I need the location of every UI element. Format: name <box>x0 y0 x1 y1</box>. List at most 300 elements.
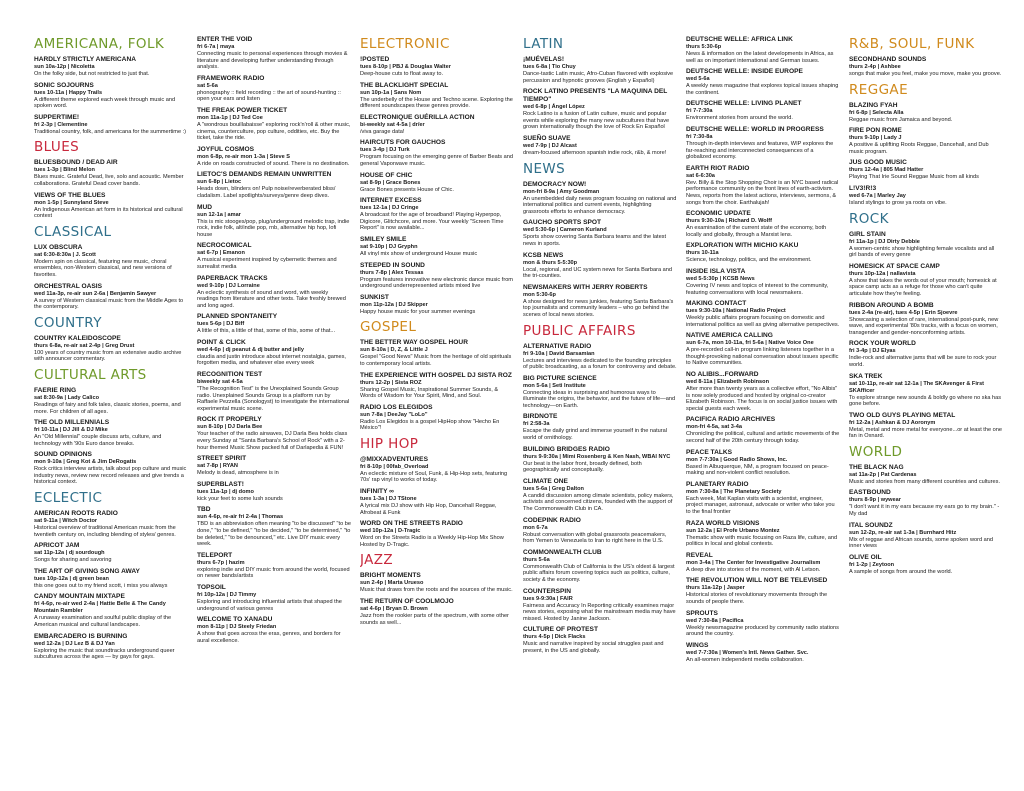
show-desc: This is mic stooges/pop, plug/underground melodic trap, indie rock, indie folk, alt/indie pop, rnb, alternative hip hop, lofi house <box>197 218 350 238</box>
show-title: EMBARCADERO IS BURNING <box>34 632 128 640</box>
show-time: wed 5-5:30p | KCSB News <box>686 275 755 282</box>
show-desc: Environment stories from around the world. <box>686 115 793 122</box>
genre-section <box>360 552 514 626</box>
show-title: RECOGNITION TEST <box>197 371 263 379</box>
show-entry <box>849 302 1003 337</box>
show-time: fri 4-6p, re-air wed 2-4a | Hattie Belle & The Candy Mountain Rambler <box>34 601 166 615</box>
show-time: mon 1-5p | Sunnyland Steve <box>34 199 109 206</box>
show-time: tues 3-4p | DJ Turk <box>360 147 410 154</box>
show-desc: phonography :: field recording :: the art of sound-hunting :: open your ears and listen <box>197 89 341 103</box>
show-desc: kick your feet to some lush sounds <box>197 495 283 502</box>
show-desc: "The Recognition Test" is the Unexplained Sounds Group radio. Unexplained Sounds Group is a platform run by Raffaele Pezzella (Sonologyst) to investigate the international experimental music scene. <box>197 386 350 412</box>
show-desc: Connecting music to personal experiences through movies & literature and developing further understanding through analysis. <box>197 51 348 71</box>
show-time: sat 6-7p | Emanon <box>197 250 245 257</box>
genre-heading: GOSPEL <box>360 319 417 336</box>
genre-section <box>360 319 514 432</box>
show-title: JOYFUL COSMOS <box>197 145 255 153</box>
show-entry <box>197 584 351 612</box>
genre-heading: R&B, SOUL, FUNK <box>849 36 975 52</box>
show-time: thurs 2-4p | Ashbee <box>849 64 901 70</box>
show-desc: TBD is an abbreviation often meaning "to be discussed" "to be done," "to be defined," "to be decided," "to be determined," "to be deleted," "to be denounced," etc. Live DIY music every week. <box>197 521 351 548</box>
show-title: MUD <box>197 203 213 211</box>
show-entry <box>360 598 514 626</box>
show-desc: Traditional country, folk, and americana for the summertime :) <box>34 128 187 135</box>
show-time: wed 7-7:30a | Women's Intl. News Gather. Svc. <box>686 649 809 656</box>
show-time: fri 2-3p | Clementine <box>34 121 88 128</box>
show-time: thurs 12-2p | Sista ROZ <box>360 379 422 386</box>
show-desc: All vinyl mix show of underground House music <box>360 250 478 257</box>
show-desc: A lyrical mix DJ show with Hip Hop, Dancehall Reggae, Afrobeat & Funk <box>360 503 497 516</box>
show-time: tues 10p-12a | dj green bean <box>34 575 109 582</box>
show-entry <box>360 339 514 367</box>
show-entry <box>849 489 1003 517</box>
show-title: TOPSOIL <box>197 583 226 591</box>
show-entry <box>34 244 188 279</box>
show-title: ELECTRONIQUE GUÉRILLA ACTION <box>360 113 475 121</box>
show-time: sun 2-4p | Marta Urueso <box>360 580 424 587</box>
show-entry <box>34 593 188 628</box>
show-time: sat 9-10p | DJ Gryphn <box>360 243 418 250</box>
show-entry <box>686 100 840 122</box>
genre-section <box>34 139 188 219</box>
show-time: tues 1-3a | DJ TStone <box>360 496 417 503</box>
show-title: HARDLY STRICTLY AMERICANA <box>34 56 136 63</box>
show-desc: After more than twenty years as a collective effort, "No Alibis" is now solely produced and hosted by original co-creator Elizabeth Robinson. The focus is on social justice issues with special guests each week. <box>686 386 838 412</box>
show-title: REVEAL <box>686 551 713 559</box>
show-entry <box>360 372 514 400</box>
show-desc: Our beat is the labor front, broadly defined, both geographically and conceptually. <box>523 460 642 474</box>
show-desc: On the folky side, but not restricted to just that. <box>34 71 150 77</box>
show-title: AMERICAN ROOTS RADIO <box>34 510 118 518</box>
show-entry <box>523 626 677 654</box>
show-time: mon 3-4a | The Center for Investigative Journalism <box>686 559 821 566</box>
show-title: RADIO LOS ELEGIDOS <box>360 403 433 411</box>
genre-heading: ECLECTIC <box>34 490 103 507</box>
show-entry <box>34 56 188 78</box>
show-time: mon 11p-12a | DJ Skipper <box>360 301 428 308</box>
show-title: LIETOC'S DEMANDS REMAIN UNWRITTEN <box>197 171 332 179</box>
show-title: INTERNET EXCESS <box>360 197 422 205</box>
show-desc: Heads down, blinders on! Pulp noise/reverberated bliss/ cladalism. Label spotlights/surveys/genre deep dives. <box>197 186 336 199</box>
show-entry <box>197 107 351 142</box>
show-entry <box>849 464 1003 486</box>
show-time: fri 10-11a | DJ Jill & DJ Mike <box>34 427 108 434</box>
show-entry <box>197 455 351 477</box>
show-desc: A weekly news magazine that explores topical issues shaping the continent. <box>686 83 839 96</box>
show-time: tues 5-6a | Greg Dalton <box>523 485 584 492</box>
show-desc: Rock Latino is a fusion of Latin culture, music and popular events while exploring the many new subcultures that have grown internationally though the love of Rock En Español <box>523 111 670 131</box>
show-entry <box>849 56 1003 78</box>
show-entry <box>686 36 840 64</box>
show-time: fri 8-10p | 00fab_Overload <box>360 463 429 470</box>
show-entry <box>34 419 188 447</box>
show-entry <box>197 171 351 199</box>
genre-heading: LATIN <box>523 36 564 52</box>
show-title: SUPPERTIME! <box>34 113 80 121</box>
show-entry <box>197 204 351 239</box>
genre-section <box>523 36 677 157</box>
show-desc: Deep-house cuts to float away to. <box>360 71 444 77</box>
show-desc: Each week, Mat Kaplan visits with a scientist, engineer, project manager, astronaut, advocate or writer who take you to the final frontier <box>686 495 835 515</box>
show-entry <box>849 263 1003 298</box>
show-title: NECROCOMICAL <box>197 242 252 250</box>
show-entry <box>197 313 351 335</box>
genre-heading: ELECTRONIC <box>360 36 450 52</box>
show-title: PLANETARY RADIO <box>686 480 749 488</box>
show-time: tues 1-3p | Blind Melon <box>34 167 95 174</box>
genre-heading: AMERICANA, FOLK <box>34 36 165 52</box>
show-title: HOMESICK AT SPACE CAMP <box>849 262 940 270</box>
show-time: thurs 9:30-10a | Richard D. Wolff <box>686 218 773 225</box>
show-entry <box>686 68 840 96</box>
genre-section <box>523 161 677 319</box>
show-entry <box>34 114 188 136</box>
show-title: CODEPINK RADIO <box>523 516 581 524</box>
show-title: GIRL STAIN <box>849 230 886 238</box>
show-entry <box>686 610 840 638</box>
genre-heading: CULTURAL ARTS <box>34 366 147 383</box>
show-entry <box>34 82 188 110</box>
genre-heading: HIP HOP <box>360 435 419 452</box>
show-entry <box>523 517 677 545</box>
show-time: sun 10a-12p | Nicoletta <box>34 64 95 70</box>
show-desc: Metal, metal and more metal for everyone...or at least the one fan in Oxnard. <box>849 426 1002 440</box>
show-time: sun 10p-1a | Sans Nom <box>360 89 422 96</box>
show-time: mon 6-7a <box>523 524 548 531</box>
show-title: INSIDE ISLA VISTA <box>686 267 746 275</box>
show-desc: Weekly newsmagazine produced by community radio stations around the country. <box>686 624 839 638</box>
show-desc: Sharing Gospel Music, Inspirational Summer Sounds, & Words of Wisdom for Your Spirit, Mind, and Soul. <box>360 386 499 400</box>
show-entry <box>34 283 188 311</box>
show-title: BLAZING FYAH <box>849 101 898 109</box>
show-time: sun 8-10a | D, Z, & Little J <box>360 347 428 354</box>
show-time: sat 8:30-9a | Lady Calico <box>34 394 99 401</box>
show-title: NATIVE AMERICA CALLING <box>686 332 773 340</box>
show-title: DEUTSCHE WELLE: LIVING PLANET <box>686 100 802 108</box>
show-desc: Rev. Billy & the Stop Shopping Choir is an NYC based radical performance community on the front lines of earth-activism. News, reports from the latest actions, interviews, sermons, & songs from the choir. Earthalujah! <box>686 179 839 206</box>
show-title: THE BLACK NAG <box>849 463 904 471</box>
show-time: tues 12-1a | DJ Cringe <box>360 205 419 212</box>
show-entry <box>686 642 840 664</box>
show-title: ¡MUÉVELAS! <box>523 56 565 63</box>
show-title: TELEPORT <box>197 551 233 559</box>
show-title: SECONDHAND SOUNDS <box>849 56 927 63</box>
show-time: fri 10p-12a | DJ Timmy <box>197 591 257 598</box>
show-title: ROCK IT PROPERLY <box>197 416 262 424</box>
show-time: wed 11a-3p, re-air sun 2-6a | Benjamin Sawyer <box>34 290 157 297</box>
show-entry <box>523 284 677 319</box>
show-title: LUX OBSCURA <box>34 243 83 251</box>
show-desc: A ride on roads constructed of sound. There is no destination. <box>197 160 350 167</box>
show-desc: A deep dive into stories of the moment, with Al Letson. <box>686 566 821 573</box>
show-desc: Robust conversation with global grassroots peacemakers, from Yemen to Venezuela to Iran to right here in the U.S. <box>523 531 667 545</box>
show-entry <box>523 446 677 474</box>
show-entry <box>686 268 840 296</box>
show-title: TWO OLD GUYS PLAYING METAL <box>849 411 956 419</box>
show-time: sat 11a-2p | Pat Cardenas <box>849 471 917 478</box>
show-entry <box>34 192 188 220</box>
show-time: fri 6-8p | Selecta Alla <box>849 109 904 116</box>
show-title: CLIMATE ONE <box>523 477 568 485</box>
show-time: sat 5-6a <box>197 82 218 89</box>
show-entry <box>523 219 677 247</box>
show-title: MAKING CONTACT <box>686 300 747 308</box>
show-title: FAERIE RING <box>34 386 77 394</box>
show-desc: Grace Bones presents House of Chic. <box>360 186 454 193</box>
show-desc: Dance-tastic Latin music, Afro-Cuban flavored with explosive percussion and hypnotic grooves (English y Español) <box>523 71 674 84</box>
show-desc: Escape the daily grind and immerse yourself in the natural world of ornithology. <box>523 428 667 442</box>
show-time: fri 12-2a | Ashkan & DJ Aoronym <box>849 419 936 426</box>
show-title: DEMOCRACY NOW! <box>523 180 587 188</box>
show-desc: Happy house music for your summer evenings <box>360 308 476 315</box>
show-desc: Modern spin on classical, featuring new music, choral ensembles, non-Western classical, and new versions of favorites. <box>34 258 172 278</box>
show-entry <box>197 506 351 547</box>
show-title: ROCK LATINO PRESENTS "LA MAQUINA DEL TIEMPO" <box>523 88 668 104</box>
show-time: fri 7-7:30a <box>686 108 713 115</box>
show-time: fri 1-2p | Zeytoon <box>849 561 895 568</box>
show-title: GAUCHO SPORTS SPOT <box>523 219 602 227</box>
genre-section <box>197 36 351 644</box>
show-entry <box>523 181 677 216</box>
show-time: fri 9-10a | David Barsamian <box>523 350 595 357</box>
show-time: mon-fri 8-9a | Amy Goodman <box>523 188 600 195</box>
show-desc: Radio Los Elegidos is a gospel HipHop show "Hecho En México"! <box>360 418 500 432</box>
show-desc: A candid discussion among climate scientists, policy makers, activists and concerned citizens, founded with the support of The Commonwealth Club in CA. <box>523 492 674 513</box>
show-title: HOUSE OF CHIC <box>360 171 413 179</box>
show-desc: Showcasing a selection of rare, international post-punk, new wave, and experimental '80s tracks, with a focus on women, transgender and gender-nonconforming artists. <box>849 316 999 336</box>
show-desc: An "Old Millennial" couple discuss arts, culture, and technology with '90s Euro dance breaks. <box>34 434 162 447</box>
show-desc: Weekly public affairs program focusing on domestic and international politics as well as giving alternative perspectives. <box>686 315 840 328</box>
genre-section <box>849 82 1003 207</box>
show-time: sat 9-11a | Witch Doctor <box>34 518 98 525</box>
show-desc: Jazz from the rookier parts of the spectrum, with some other sounds as well... <box>360 613 509 626</box>
show-title: EARTH RIOT RADIO <box>686 164 750 172</box>
show-time: sun 12-2p, re-air sat 1-3a | Burnhard Hitz <box>849 529 957 536</box>
show-entry <box>686 449 840 477</box>
show-entry <box>686 126 840 161</box>
show-entry <box>849 554 1003 576</box>
show-time: fri 7:30-8a <box>686 133 713 140</box>
schedule-column <box>849 36 1003 791</box>
show-entry <box>197 36 351 71</box>
show-entry <box>360 114 514 136</box>
show-entry <box>360 172 514 194</box>
show-time: mon 6-8p, re-air mon 1-3a | Steve S <box>197 153 290 160</box>
show-time: wed 8-11a | Elizabeth Robinson <box>686 379 770 386</box>
show-title: POINT & CLICK <box>197 338 246 346</box>
show-entry <box>523 549 677 584</box>
show-title: JUS GOOD MUSIC <box>849 159 907 167</box>
show-entry <box>34 510 188 538</box>
show-title: KCSB NEWS <box>523 251 564 259</box>
show-entry <box>849 185 1003 207</box>
show-desc: /viva garage data! <box>360 128 405 135</box>
show-entry <box>523 343 677 371</box>
show-entry <box>34 633 188 661</box>
show-desc: Gospel "Good News" Music from the heritage of old spirituals to contemporary local artists. <box>360 354 512 367</box>
show-desc: Melody is dead, atmosphere is in <box>197 470 279 477</box>
show-desc: Local, regional, and UC system news for Santa Barbara and the tri-counties. <box>523 266 672 280</box>
show-time: fri 2:58-3a <box>523 421 550 428</box>
show-title: WELCOME TO XANADU <box>197 616 273 624</box>
genre-section <box>34 367 188 486</box>
show-entry <box>849 231 1003 259</box>
show-title: THE RETURN OF COOLMOJO <box>360 598 454 606</box>
show-desc: A show that goes across the eras, genres, and borders for aural excellence. <box>197 631 341 644</box>
show-title: COMMONWEALTH CLUB <box>523 548 602 556</box>
show-time: wed 7:30-8a | Pacifica <box>686 617 744 624</box>
show-desc: An examination of the current state of the economy, both locally and globally, through a Marxist lens. <box>686 225 827 238</box>
genre-heading: NEWS <box>523 160 566 177</box>
show-title: ITAL SOUNDZ <box>849 521 893 529</box>
show-entry <box>849 340 1003 368</box>
show-entry <box>686 210 840 238</box>
show-time: sun 8-10p | DJ Darla Bee <box>197 424 263 431</box>
show-entry <box>360 520 514 548</box>
show-time: sat 4-6p | Bryan D. Brown <box>360 606 428 613</box>
show-time: fri 3-4p | DJ Elyas <box>849 348 896 355</box>
show-title: !POSTED <box>360 56 390 63</box>
show-time: mon 5-6a | Seti Institute <box>523 382 586 389</box>
show-entry <box>686 481 840 516</box>
show-time: wed 6-7a | Marley Jay <box>849 192 906 199</box>
show-title: BUILDING BRIDGES RADIO <box>523 445 610 453</box>
show-title: THE OLD MILLENNIALS <box>34 419 110 427</box>
show-title: THE EXPERIENCE WITH GOSPEL DJ SISTA ROZ <box>360 371 512 379</box>
show-desc: Reggae music from Jamaica and beyond. <box>849 116 953 123</box>
show-time: tues 2-4a (re-air), tues 4-5p | Erin Sjoevre <box>849 309 958 316</box>
show-title: SUPERBLAST! <box>197 480 244 488</box>
show-entry <box>360 572 514 594</box>
show-time: tues 5-6p | DJ Biff <box>197 321 245 328</box>
show-desc: A show that takes the words out of your mouth; homesick at space camp acts as a refuge for those who can't quite articulate how they're feeling. <box>849 277 997 297</box>
show-title: BRIGHT MOMENTS <box>360 572 421 580</box>
show-title: SUNKIST <box>360 293 389 301</box>
show-entry <box>849 412 1003 440</box>
show-title: ORCHESTRAL OASIS <box>34 282 103 290</box>
show-desc: Blues music. Grateful Dead, live, solo and acoustic. Member collaborations. Grateful Dead cover bands. <box>34 174 184 187</box>
show-desc: Island stylings to grow ya roots on vibe. <box>849 199 947 206</box>
show-entry <box>360 197 514 232</box>
show-title: SMILEY SMILE <box>360 235 407 243</box>
show-entry <box>197 146 351 168</box>
show-title: SUEÑO SUAVE <box>523 134 571 142</box>
show-time: mon 7-7:30a | Good Radio Shows, Inc. <box>686 456 788 463</box>
show-title: FIRE PON ROME <box>849 127 902 135</box>
show-title: NO ALIBIS...FORWARD <box>686 371 759 379</box>
show-title: STREET SPIRIT <box>197 455 247 463</box>
show-time: mon-fri 4-5a, sat 3-4a <box>686 424 742 431</box>
show-desc: Songs for sharing and savoring <box>34 557 112 564</box>
genre-section <box>849 211 1003 440</box>
show-time: sun 12-2a | El Profe Urbano Montez <box>686 527 780 534</box>
show-entry <box>197 339 351 367</box>
show-desc: Covering IV news and topics of interest to the community, featuring conversations with local newsmakers. <box>686 282 829 296</box>
show-title: APRICOT JAM <box>34 542 80 550</box>
show-title: COUNTERSPIN <box>523 587 571 595</box>
show-desc: An eclectic mixture of Soul, Funk, & Hip-Hop sets, featuring 70s' rap vinyl to works of today. <box>360 470 508 484</box>
show-entry <box>197 416 351 451</box>
show-entry <box>523 478 677 513</box>
show-time: mon 5:30-6p <box>523 291 556 298</box>
show-title: DEUTSCHE WELLE: WORLD IN PROGRESS <box>686 125 824 133</box>
show-desc: An all-women independent media collaboration. <box>686 656 804 663</box>
show-desc: this one goes out to my friend scott, i miss you always <box>34 582 168 589</box>
schedule-column <box>686 36 840 791</box>
show-entry <box>197 616 351 644</box>
show-time: thurs 9-10p | Lady J <box>849 135 902 142</box>
show-entry <box>34 159 188 187</box>
show-time: fri 11a-1p | DJ Dirty Debbie <box>849 238 920 245</box>
show-desc: Program focusing on the emerging genre of Barber Beats and general Vaporwave music. <box>360 154 513 167</box>
show-desc: Connecting ideas in surprising and humorous ways to illuminate the origins, the behavior, and the future of life—and technology—on Earth. <box>523 389 676 409</box>
show-time: sun 12-1a | amar <box>197 211 241 218</box>
show-entry <box>523 413 677 441</box>
show-time: tues 10-11a | Happy Trails <box>34 89 103 96</box>
show-time: wed 10p-12a | D-Tragic <box>360 528 421 535</box>
genre-heading: JAZZ <box>360 552 394 569</box>
genre-section <box>360 36 514 315</box>
show-desc: The underbelly of the House and Techno scene. Exploring the different soundscapes these genres provide. <box>360 96 513 110</box>
show-title: PLANNED SPONTANEITY <box>197 313 278 321</box>
show-entry <box>849 522 1003 550</box>
show-title: @MIXXADVENTURES <box>360 455 428 463</box>
show-title: PACIFICA RADIO ARCHIVES <box>686 416 776 424</box>
show-entry <box>686 520 840 548</box>
show-entry <box>523 588 677 623</box>
show-time: mon 8-11p | DJ Steely Friedan <box>197 624 277 631</box>
show-title: NEWSMAKERS WITH JERRY ROBERTS <box>523 283 648 291</box>
show-entry <box>197 552 351 580</box>
genre-section <box>34 315 188 363</box>
show-desc: A runaway examination and soulful public display of the American musical and cultural landscapes. <box>34 615 172 629</box>
show-entry <box>197 75 351 103</box>
schedule-column <box>360 36 514 791</box>
show-time: wed 9-10p | DJ Lorraine <box>197 282 260 289</box>
genre-section <box>34 224 188 311</box>
show-time: wed 4-6p | dj peanut & dj butter and jelly <box>197 346 304 353</box>
show-time: sun 6-8p | Lietoc <box>197 179 242 186</box>
show-title: THE ART OF GIVING SONG AWAY <box>34 567 140 575</box>
show-entry <box>523 135 677 157</box>
show-time: tues 6-8a | Tio Chuy <box>523 64 576 70</box>
show-title: SKA TREK <box>849 372 883 380</box>
show-title: PEACE TALKS <box>686 448 733 456</box>
show-title: WINGS <box>686 641 709 649</box>
show-time: sat 11p-12a | dj sourdough <box>34 550 105 557</box>
show-time: wed 6-8p | Ángel López <box>523 104 585 111</box>
show-desc: A musical experiment inspired by cybernetic themes and surrealist media <box>197 257 337 270</box>
genre-heading: REGGAE <box>849 81 908 98</box>
show-desc: Through in-depth interviews and features, WIP explores the far-reaching and interconnected consequences of a globalized economy. <box>686 140 834 161</box>
show-entry <box>360 139 514 167</box>
show-time: tues 8-10p | PBJ & Douglas Walter <box>360 64 451 70</box>
show-time: tues 9:30-10a | National Radio Project <box>686 308 786 315</box>
show-time: tues 11a-1p | dj domo <box>197 488 254 495</box>
show-title: WORD ON THE STREETS RADIO <box>360 520 463 528</box>
show-desc: Fairness and Accuracy In Reporting critically examines major news stories, exposing what the mainstream media may have missed. Hosted by Janine Jackson. <box>523 602 676 622</box>
show-title: DEUTSCHE WELLE: AFRICA LINK <box>686 36 793 43</box>
show-desc: exploring indie and DIY music from around the world, focused on newer bands/artists <box>197 566 350 580</box>
show-entry <box>849 159 1003 181</box>
show-desc: Historical overview of traditional American music from the twentieth century on, including blending of styles/ genres. <box>34 525 176 538</box>
show-desc: Music and stories from many different countries and cultures. <box>849 478 1000 485</box>
show-time: thurs 6-7p | hazim <box>197 559 245 566</box>
show-title: THE BLACKLIGHT SPECIAL <box>360 81 449 89</box>
show-title: THE FREAK POWER TICKET <box>197 106 288 114</box>
show-desc: A sample of songs from around the world. <box>849 568 953 575</box>
show-entry <box>360 82 514 110</box>
